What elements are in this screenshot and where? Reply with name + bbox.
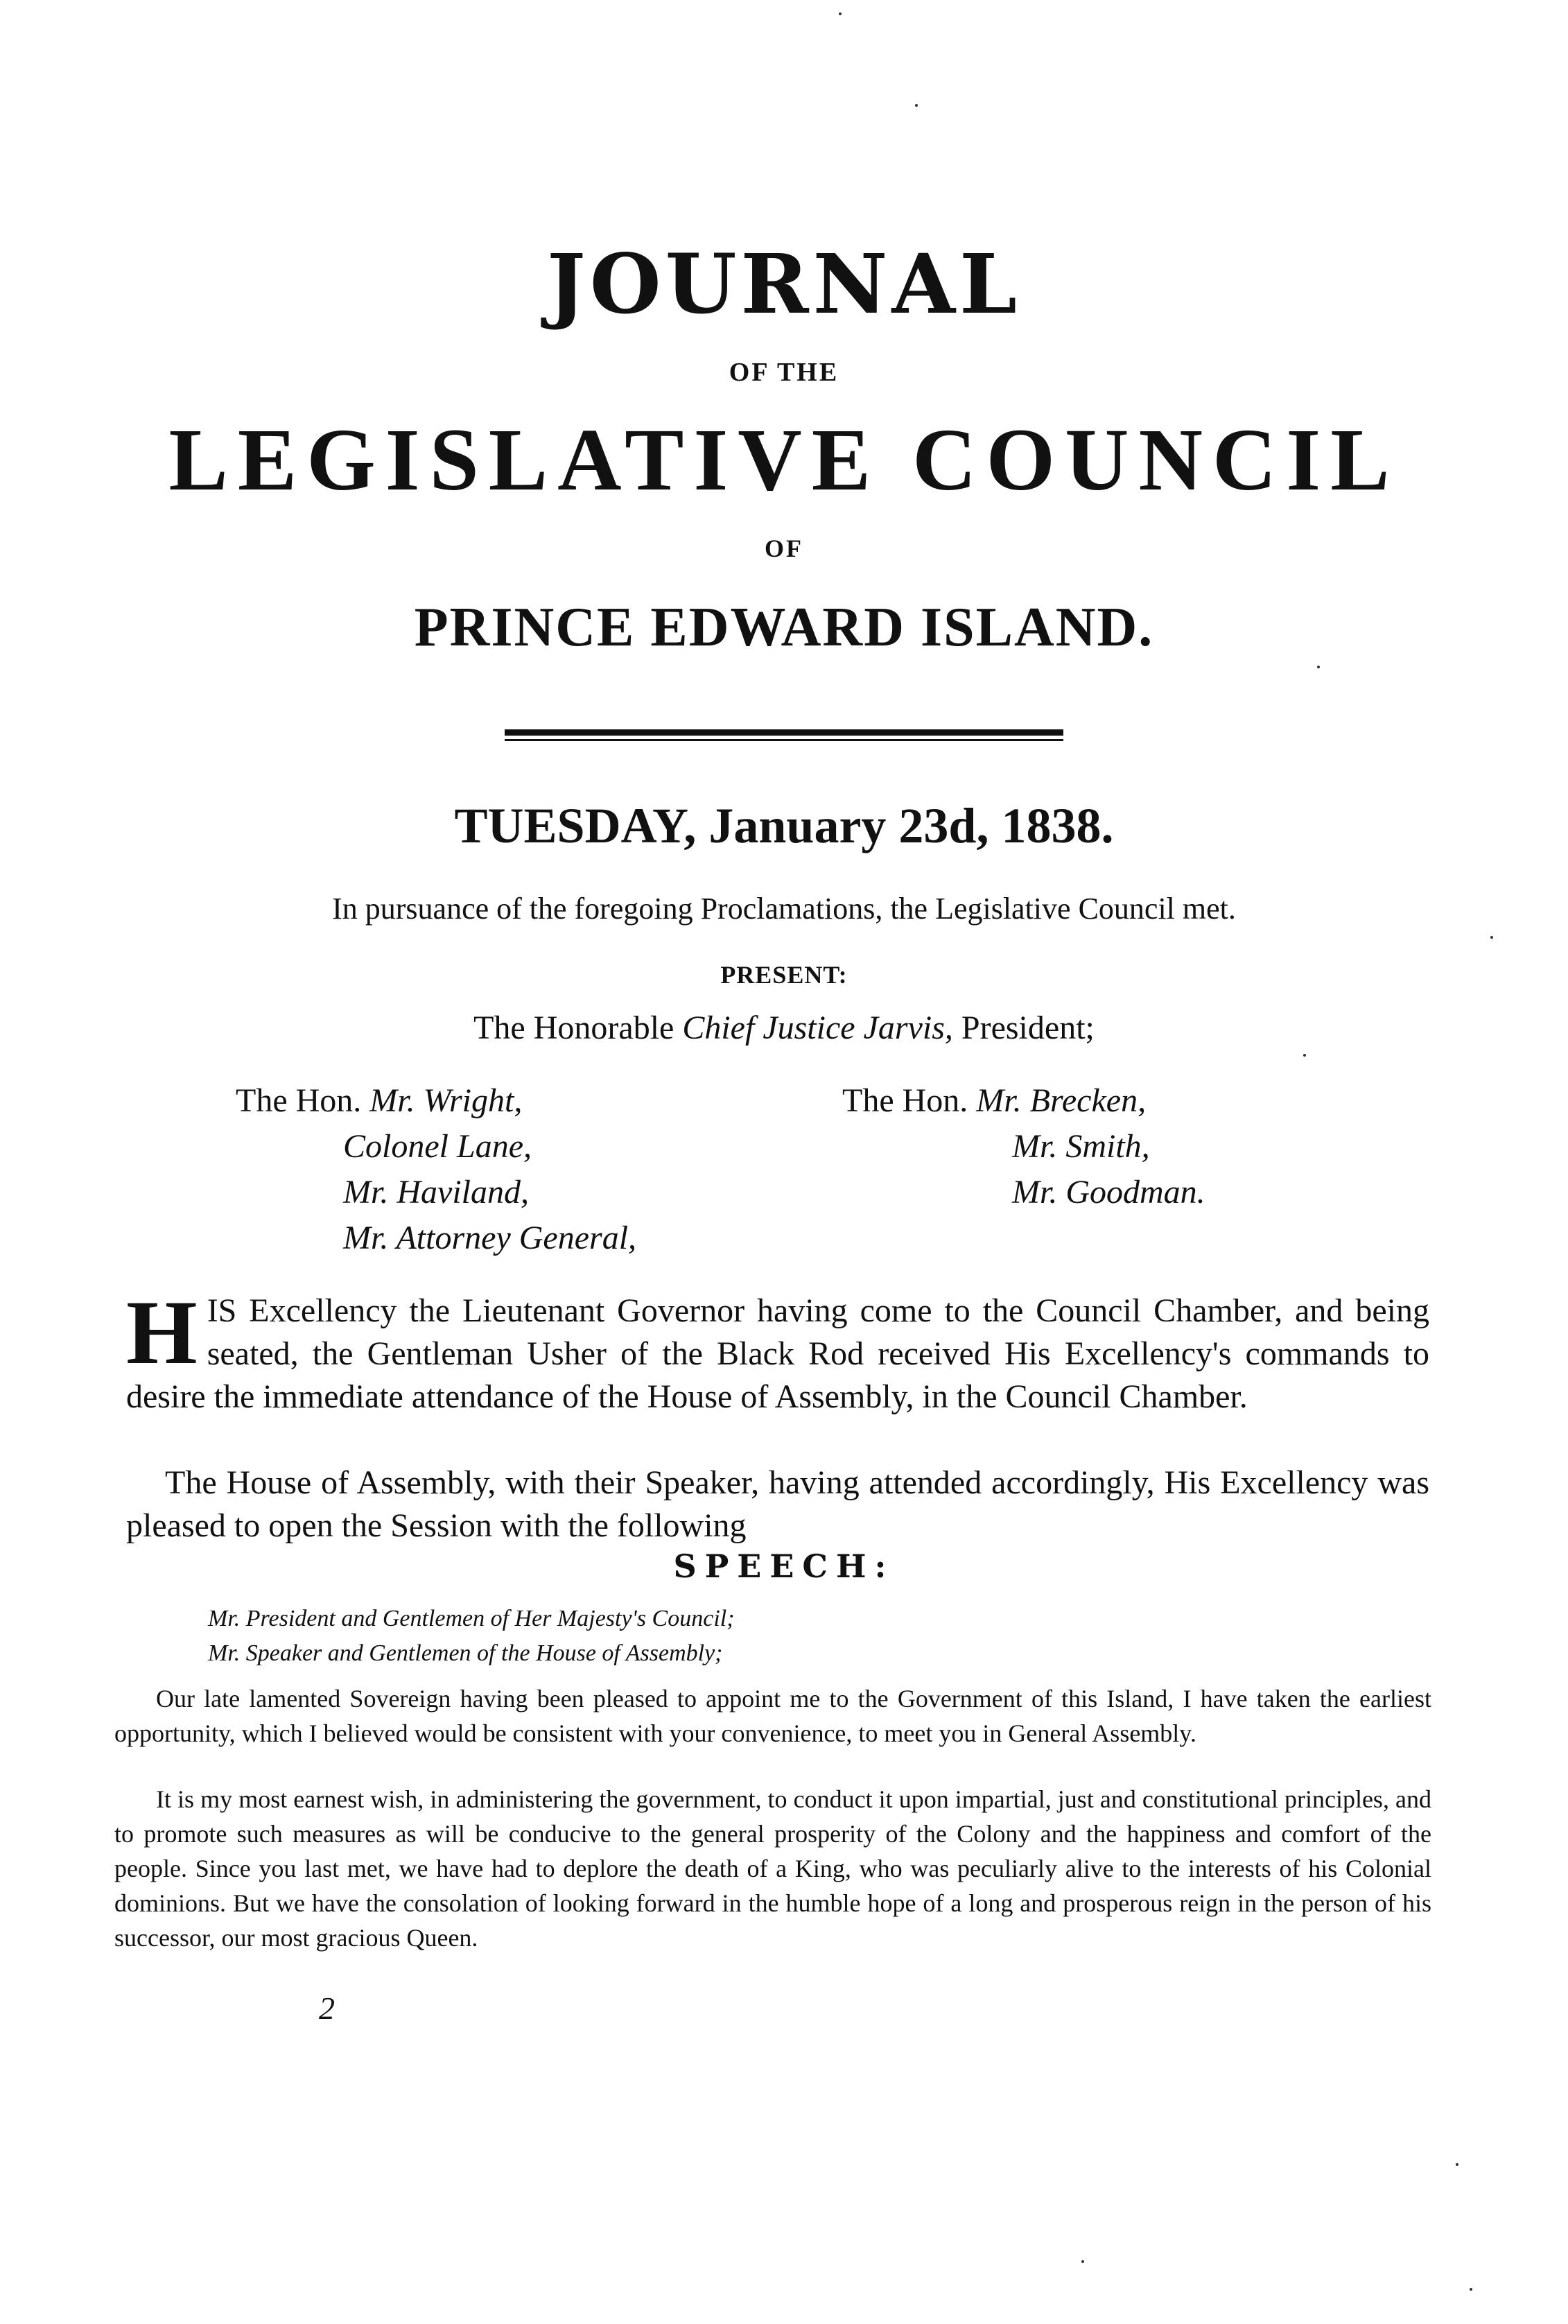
- pursuance-line: In pursuance of the foregoing Proclamations, the Legislative Council met.: [332, 892, 1236, 926]
- members-right-column: [842, 1078, 1205, 1215]
- speech-address-assembly: Mr. Speaker and Gentlemen of the House of Assembly;: [208, 1640, 723, 1666]
- title-of: OF: [765, 535, 803, 562]
- member-name: Mr. Smith,: [1012, 1128, 1150, 1165]
- paragraph-house-assembly: The House of Assembly, with their Speaker, having attended accordingly, His Excellency was pleased to open the Session with the following: [126, 1464, 1429, 1544]
- member-name: Mr. Brecken,: [976, 1082, 1147, 1119]
- president-suffix: President;: [961, 1009, 1095, 1046]
- member-row: [236, 1124, 636, 1170]
- member-row: [236, 1078, 636, 1124]
- scan-speck: [1317, 666, 1320, 668]
- scan-speck: [1490, 936, 1493, 939]
- title-prince-edward-island: PRINCE EDWARD ISLAND.: [414, 597, 1154, 658]
- member-row: [842, 1170, 1205, 1215]
- scan-speck: [1081, 2260, 1084, 2263]
- speech-address-council: Mr. President and Gentlemen of Her Majesty's Council;: [208, 1606, 735, 1631]
- paragraph-excellency: [126, 1281, 1429, 1419]
- member-name: Mr. Goodman.: [1012, 1174, 1205, 1211]
- header-rule-thick: [505, 729, 1063, 736]
- member-prefix: The Hon.: [236, 1082, 362, 1119]
- scan-speck: [915, 104, 918, 107]
- speech-paragraph: It is my most earnest wish, in administering the government, to conduct it upon impartial, just and constitutional principles, and to promote such measures as will be conducive to the general prosperity of the Colony and the happiness and comfort of the people. Since you last met, we have had to deplore the death of a King, who was peculiarly alive to the interests of his Colonial dominions. But we have the consolation of looking forward in the humble hope of a long and prosperous reign in the person of his successor, our most gracious Queen.: [114, 1785, 1431, 1952]
- president-line: [0, 1009, 1568, 1047]
- title-journal: JOURNAL: [547, 236, 1021, 332]
- member-row: [842, 1124, 1205, 1170]
- drop-cap: H: [126, 1281, 198, 1383]
- member-name: Mr. Attorney General,: [343, 1220, 637, 1256]
- president-name: Chief Justice Jarvis,: [682, 1009, 953, 1046]
- member-row: [236, 1215, 636, 1261]
- scan-speck: [839, 12, 842, 15]
- member-prefix: The Hon.: [842, 1082, 968, 1119]
- present-heading: PRESENT:: [720, 961, 848, 989]
- header-rule-thin: [505, 739, 1063, 741]
- page-folio: 2: [319, 1991, 335, 2026]
- scan-speck: [1470, 2288, 1472, 2291]
- scan-speck: [1303, 1054, 1306, 1057]
- speech-paragraph: Our late lamented Sovereign having been pleased to appoint me to the Government of this Island, I have taken the earliest opportunity, which I believed would be consistent with your convenience, to meet you in General Assembly.: [114, 1685, 1431, 1747]
- member-row: [842, 1078, 1205, 1124]
- scan-speck: [1456, 2163, 1458, 2166]
- members-left-column: [236, 1078, 636, 1261]
- session-date: TUESDAY, January 23d, 1838.: [454, 798, 1114, 853]
- title-of-the: OF THE: [729, 358, 839, 387]
- member-name: Mr. Haviland,: [343, 1174, 529, 1211]
- member-row: [236, 1170, 636, 1215]
- president-prefix: The Honorable: [473, 1009, 674, 1046]
- title-legislative-council: LEGISLATIVE COUNCIL: [168, 410, 1400, 509]
- speech-heading: SPEECH:: [673, 1547, 895, 1585]
- member-name: Mr. Wright,: [369, 1082, 523, 1119]
- member-name: Colonel Lane,: [343, 1128, 532, 1165]
- paragraph-excellency-text: IS Excellency the Lieutenant Governor having come to the Council Chamber, and being seated, the Gentleman Usher of the Black Rod received His Excellency's commands to desire the immediate attendance of the House of Assembly, in the Council Chamber.: [126, 1292, 1429, 1415]
